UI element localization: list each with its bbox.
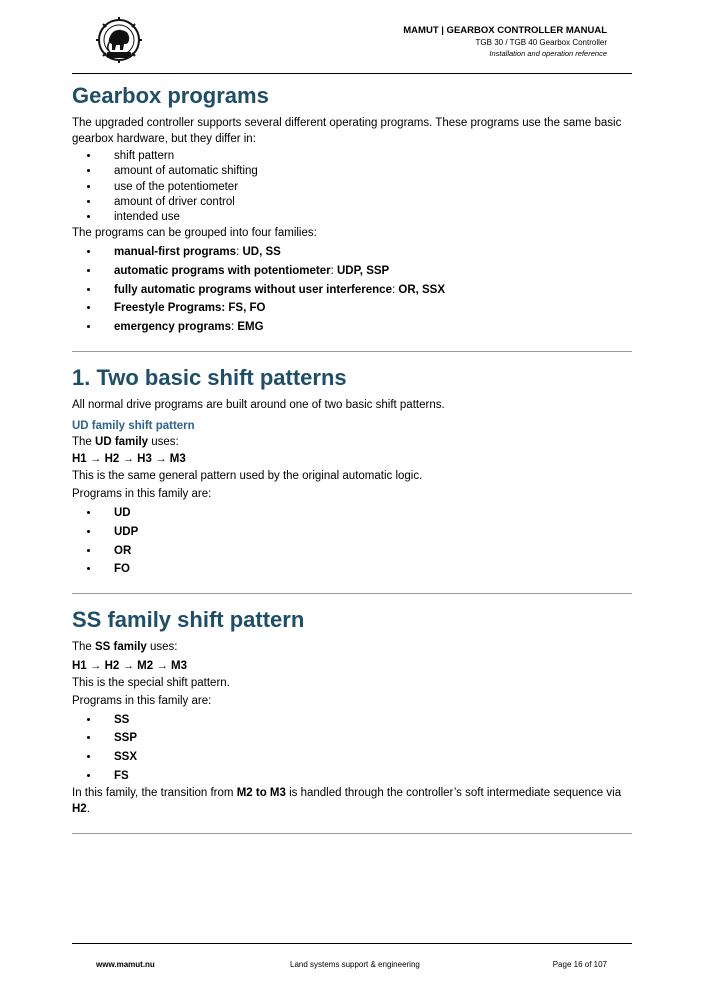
list-item: • intended use [100, 210, 632, 225]
basic-patterns-heading: 1. Two basic shift patterns [72, 365, 347, 391]
list-item: • SS [100, 711, 632, 730]
section-divider [72, 593, 632, 594]
manual-subtitle-2: Installation and operation reference [489, 49, 607, 58]
programs-intro: The upgraded controller supports several different operating programs. These programs use the same basic gearbox hardware, but they differ in: [72, 117, 622, 145]
manual-subtitle: TGB 30 / TGB 40 Gearbox Controller [475, 38, 607, 47]
ss-note: This is the special shift pattern. [72, 676, 230, 689]
basic-patterns-intro: All normal drive programs are built around one of two basic shift patterns. [72, 399, 445, 412]
page-footer [72, 943, 632, 969]
list-item: • shift pattern [100, 149, 632, 164]
ss-programs-list [72, 711, 632, 785]
mamut-logo-icon [94, 17, 144, 63]
manual-title: MAMUT | GEARBOX CONTROLLER MANUAL [403, 25, 607, 36]
ud-shift-sequence: H1 → H2 → H3 → M3 [72, 453, 186, 466]
ud-programs-list [72, 504, 632, 578]
ss-programs-intro: Programs in this family are: [72, 694, 212, 707]
section-divider [72, 833, 632, 834]
page-header [72, 16, 632, 74]
programs-heading: Gearbox programs [72, 83, 269, 108]
list-item: • manual-first programs: UD, SS [100, 243, 632, 262]
list-item: • OR [100, 542, 632, 561]
ss-transition-note: In this family, the transition from M2 to M3 is handled through the controller’s soft intermediate sequence via H2. [72, 787, 622, 816]
footer-page-number: Page 16 of 107 [552, 960, 607, 969]
footer-tagline: Land systems support & engineering [290, 960, 420, 969]
families-list [72, 243, 632, 336]
ud-note: This is the same general pattern used by the original automatic logic. [72, 470, 423, 483]
list-item: • FO [100, 560, 632, 579]
ss-family-heading: SS family shift pattern [72, 606, 305, 632]
list-item: • fully automatic programs without user interference: OR, SSX [100, 281, 632, 300]
ss-shift-sequence: H1 → H2 → M2 → M3 [72, 659, 188, 672]
ud-programs-intro: Programs in this family are: [72, 488, 212, 501]
section-divider [72, 351, 632, 352]
list-item: • amount of automatic shifting [100, 164, 632, 179]
list-item: • UDP [100, 523, 632, 542]
footer-website-link[interactable]: www.mamut.nu [96, 960, 155, 969]
list-item: • UD [100, 504, 632, 523]
list-item: • amount of driver control [100, 195, 632, 210]
list-item: • SSP [100, 729, 632, 748]
differences-list [72, 149, 632, 225]
page-content [72, 82, 632, 834]
list-item: • Freestyle Programs: FS, FO [100, 299, 632, 318]
ud-family-uses: The UD family uses: [72, 436, 179, 449]
list-item: • SSX [100, 748, 632, 767]
list-item: • use of the potentiometer [100, 180, 632, 195]
ud-family-subheading: UD family shift pattern [72, 420, 195, 433]
list-item: • FS [100, 767, 632, 786]
families-intro: The programs can be grouped into four families: [72, 227, 317, 240]
ss-family-uses: The SS family uses: [72, 640, 178, 653]
list-item: • emergency programs: EMG [100, 318, 632, 337]
list-item: • automatic programs with potentiometer: UDP, SSP [100, 262, 632, 281]
